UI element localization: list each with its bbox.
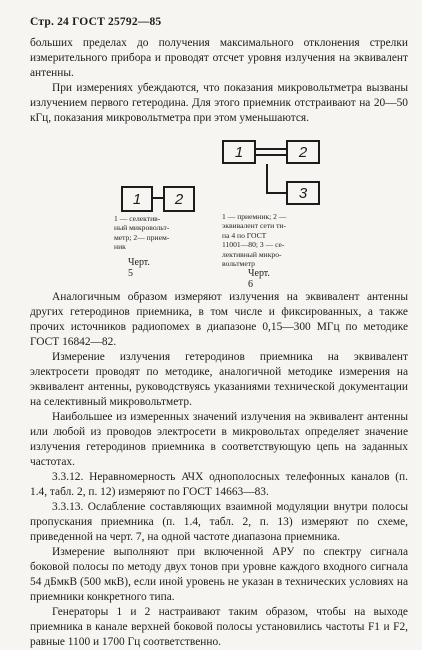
legend-line: 1 — приемник; 2 — bbox=[222, 212, 287, 221]
fig5-box-1: 1 bbox=[121, 186, 153, 212]
legend-line: эквивалент сети ти- bbox=[222, 221, 286, 231]
fig6-box-1: 1 bbox=[222, 140, 256, 164]
paragraph: Генераторы 1 и 2 настраивают таким образом, чтобы на выходе приемника в канале верхней боковой полосы установились частоты F1 и F2, равные 1100 и 1700 Гц соответственно. bbox=[30, 606, 408, 648]
fig6-wire-top bbox=[256, 148, 286, 150]
page-header: Стр. 24 ГОСТ 25792—85 bbox=[30, 16, 162, 28]
paragraph: Наибольшее из измеренных значений излучения на эквивалент антенны или любой из проводов электросети в микровольтах определяет значение излучения гетеродинов приемника в соответствующую цепь на заданных частотах. bbox=[30, 411, 408, 468]
fig6-box-2: 2 bbox=[286, 140, 320, 164]
legend-line: 11001—80; 3 — се- bbox=[222, 240, 285, 250]
paragraph: Аналогичным образом измеряют излучения на эквивалент антенны других гетеродинов приемника, в том числе и фиксированных, а также прочих источников радиопомех в диапазоне 0,15—300 МГц по методике ГОСТ 16842—82. bbox=[30, 291, 408, 348]
legend-line: 1 — селектив- bbox=[114, 214, 161, 223]
paragraph: больших пределах до получения максимального отклонения стрелки измерительного прибора и проводят отсчет уровня излучения на эквивалент антенны. bbox=[30, 37, 408, 79]
legend-line: ный микровольт- bbox=[114, 223, 170, 233]
fig5-wire bbox=[153, 197, 163, 199]
fig6-box-3: 3 bbox=[286, 181, 320, 205]
top-text bbox=[30, 36, 408, 126]
paragraph: 3.3.13. Ослабление составляющих взаимной модуляции внутри полосы пропускания приемника (п. 1.4, табл. 2, п. 13) измеряют по схеме, приведенной на черт. 7, на одной частоте диапазона приемника. bbox=[30, 501, 408, 543]
fig6-wire-down bbox=[266, 164, 268, 194]
paragraph: Измерение излучения гетеродинов приемника на эквивалент электросети проводят по методике, аналогичной методике измерения на эквивалент антенны, руководствуясь указаниями технической документации на селективный микровольтметр. bbox=[30, 351, 408, 408]
fig6-wire-right bbox=[266, 192, 286, 194]
paragraph: При измерениях убеждаются, что показания микровольтметра вызваны излучением первого гетеродина. Для этого приемник отстраивают на 20—50 кГц, показания микровольтметра при этом уменьшаются. bbox=[30, 82, 408, 124]
legend-line: метр; 2— прием- bbox=[114, 232, 170, 242]
fig6-caption: Черт. 6 bbox=[248, 268, 270, 290]
paragraph: Измерение выполняют при включенной АРУ по спектру сигнала боковой полосы по методу двух тонов при уровне каждого входного сигнала 54 дБмкВ (500 мкВ), если иной уровень не указан в технических условиях на приемники конкретного типа. bbox=[30, 546, 408, 603]
bottom-text bbox=[30, 290, 408, 650]
legend-line: ник bbox=[114, 242, 126, 252]
legend-line: па 4 по ГОСТ bbox=[222, 230, 267, 240]
legend-line: вольтметр bbox=[222, 259, 255, 269]
fig5-legend bbox=[114, 214, 204, 252]
paragraph: 3.3.12. Неравномерность АЧХ однополосных телефонных каналов (п. 1.4, табл. 2, п. 12) измеряют по ГОСТ 14663—83. bbox=[30, 471, 408, 498]
legend-line: лективный микро- bbox=[222, 249, 282, 259]
fig5-box-2: 2 bbox=[163, 186, 195, 212]
fig6-legend bbox=[222, 212, 332, 268]
fig5-caption: Черт. 5 bbox=[128, 257, 150, 279]
fig6-wire-bottom bbox=[256, 154, 286, 156]
